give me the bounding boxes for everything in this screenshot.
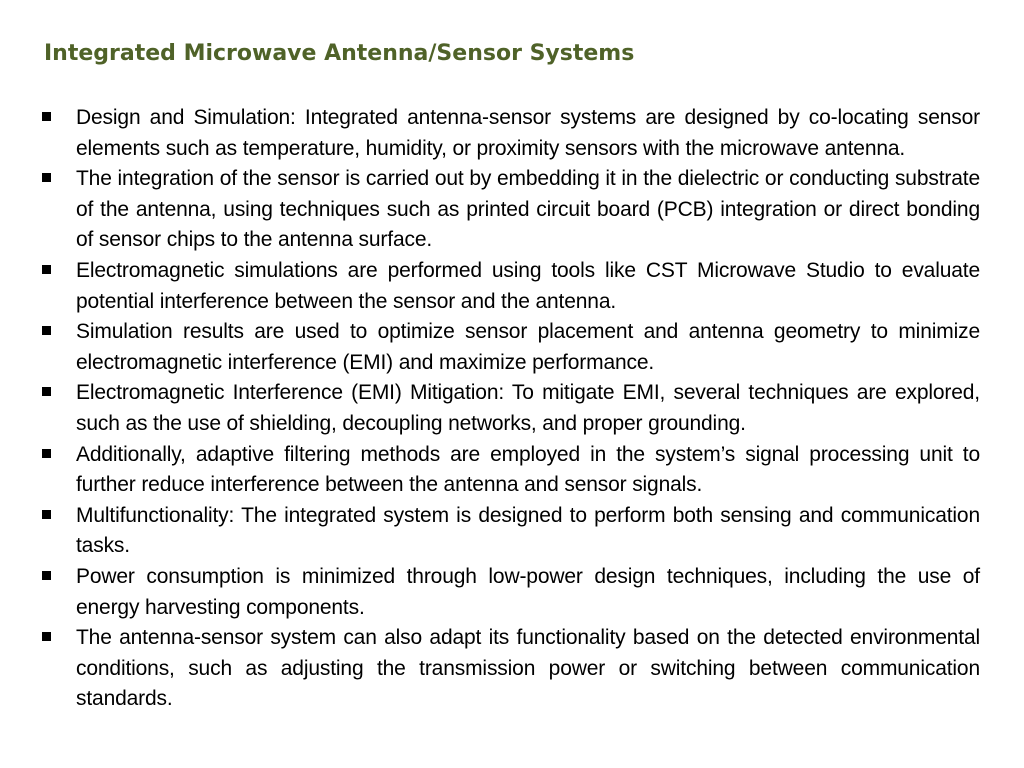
bullet-text: Electromagnetic Interference (EMI) Mitigation: To mitigate EMI, several techniques are explored, such as the use of shielding, decoupling networks, and proper grounding. [76,381,980,435]
square-bullet-icon [42,326,51,335]
bullet-list [40,103,980,715]
bullet-text: The antenna-sensor system can also adapt its functionality based on the detected environmental conditions, such as adjusting the transmission power or switching between communication standards. [76,626,980,711]
bullet-item [40,562,980,623]
square-bullet-icon [42,173,51,182]
bullet-item [40,164,980,256]
square-bullet-icon [42,510,51,519]
square-bullet-icon [42,265,51,274]
square-bullet-icon [42,449,51,458]
bullet-text: The integration of the sensor is carried out by embedding it in the dielectric or conducting substrate of the antenna, using techniques such as printed circuit board (PCB) integration or direct bonding of sensor chips to the antenna surface. [76,167,980,252]
bullet-item [40,623,980,715]
bullet-text: Simulation results are used to optimize sensor placement and antenna geometry to minimize electromagnetic interference (EMI) and maximize performance. [76,320,980,374]
bullet-item [40,440,980,501]
square-bullet-icon [42,387,51,396]
bullet-item [40,256,980,317]
bullet-item [40,103,980,164]
bullet-item [40,378,980,439]
bullet-text: Design and Simulation: Integrated antenna-sensor systems are designed by co-locating sensor elements such as temperature, humidity, or proximity sensors with the microwave antenna. [76,106,980,160]
bullet-item [40,317,980,378]
slide-title: Integrated Microwave Antenna/Sensor Systems [44,41,635,66]
bullet-text: Power consumption is minimized through low-power design techniques, including the use of energy harvesting components. [76,564,980,619]
bullet-item [40,501,980,562]
bullet-text: Electromagnetic simulations are performed using tools like CST Microwave Studio to evaluate potential interference between the sensor and the antenna. [76,258,980,313]
square-bullet-icon [42,571,51,580]
bullet-text: Additionally, adaptive filtering methods are employed in the system’s signal processing unit to further reduce interference between the antenna and sensor signals. [76,442,980,497]
square-bullet-icon [42,632,51,641]
bullet-text: Multifunctionality: The integrated system is designed to perform both sensing and communication tasks. [76,503,980,558]
square-bullet-icon [42,112,51,121]
